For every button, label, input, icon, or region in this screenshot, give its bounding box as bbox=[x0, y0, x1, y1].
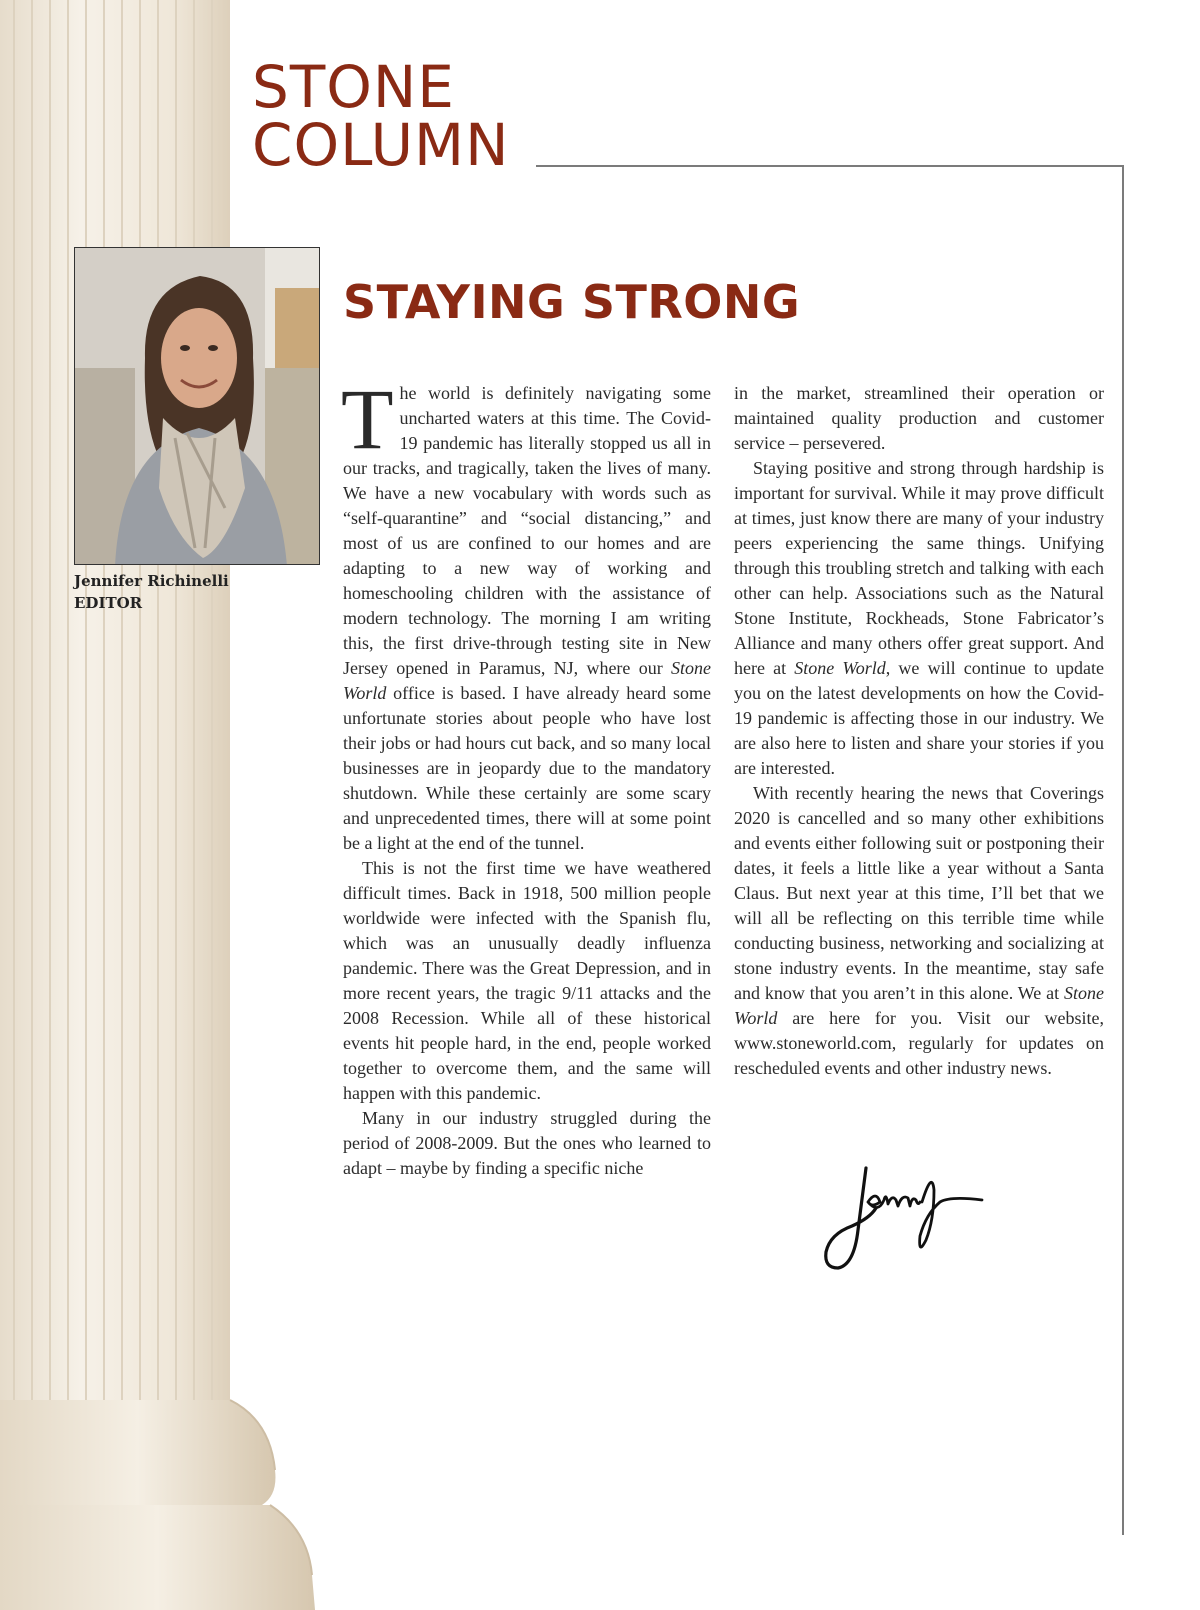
article-paragraph-5 bbox=[734, 781, 1104, 1081]
editor-name: Jennifer Richinelli bbox=[74, 572, 229, 590]
editor-role: EDITOR bbox=[74, 594, 143, 612]
publication-name: Stone World bbox=[734, 983, 1104, 1028]
article-column-right bbox=[734, 381, 1104, 1081]
article-column-left bbox=[341, 371, 711, 1181]
article-headline: STAYING STRONG bbox=[343, 275, 801, 329]
section-title bbox=[252, 53, 510, 179]
paragraph-1-text-a: he world is definitely navigating some uncharted waters at this time. The Covid-19 pandemic has literally stopped us all in our tracks, and tragically, taken the lives of many. We have a new vocabulary with words such as “self-quarantine” and “social distancing,” and most of us are confined to our homes and are adapting to a new way of working and homeschooling children with the assistance of modern technology. The morning I am writing this, the first drive-through testing site in New Jersey opened in Paramus, NJ, where our bbox=[343, 383, 711, 678]
vertical-rule bbox=[1122, 165, 1124, 1535]
article-paragraph-3: Many in our industry struggled during the period of 2008-2009. But the ones who learned to adapt – maybe by finding a specific niche bbox=[343, 1108, 711, 1178]
article-paragraph-1 bbox=[341, 371, 711, 856]
photo-caption bbox=[74, 570, 229, 614]
section-title-line2: COLUMN bbox=[252, 111, 510, 179]
paragraph-5-text-a: With recently hearing the news that Coverings 2020 is cancelled and so many other exhibitions and events either following suit or postponing their dates, it feels a little like a year without a Santa Claus. But next year at this time, I’ll bet that we will all be reflecting on this terrible time while conducting business, networking and socializing at stone industry events. In the meantime, stay safe and know that you aren’t in this alone. We at bbox=[734, 783, 1104, 1003]
paragraph-1-text-b: office is based. I have already heard some unfortunate stories about people who have lost their jobs or had hours cut back, and so many local businesses are in jeopardy due to the mandatory shutdown. While these certainly are some scary and unprecedented times, there will at some point be a light at the end of the tunnel. bbox=[343, 683, 711, 853]
paragraph-4-text-a: Staying positive and strong through hardship is important for survival. While it may prove difficult at times, just know there are many of your industry peers experiencing the same things. Unifying through this troubling stretch and talking with each other can help. Associations such as the Natural Stone Institute, Rockheads, Stone Fabricator’s Alliance and many others offer great support. And here at bbox=[734, 458, 1104, 678]
fluted-column-illustration bbox=[0, 0, 330, 1610]
drop-cap: T bbox=[341, 371, 394, 467]
publication-name: Stone World bbox=[794, 658, 886, 678]
article-paragraph-4 bbox=[734, 456, 1104, 781]
editor-signature bbox=[822, 1160, 984, 1280]
publication-name: Stone World bbox=[343, 658, 711, 703]
editor-photo bbox=[74, 247, 320, 565]
paragraph-4-text-b: , we will continue to update you on the latest developments on how the Covid-19 pandemic is affecting those in our industry. We are also here to listen and share your stories if you are interested. bbox=[734, 658, 1105, 778]
section-title-line1: STONE bbox=[252, 53, 455, 121]
article-paragraph-2: This is not the first time we have weathered difficult times. Back in 1918, 500 million people worldwide were infected with the Spanish flu, which was an unusually deadly influenza pandemic. There was the Great Depression, and in more recent years, the tragic 9/11 attacks and the 2008 Recession. While all of these historical events hit people hard, in the end, people worked together to overcome them, and the same will happen with this pandemic. bbox=[343, 858, 711, 1103]
horizontal-rule bbox=[536, 165, 1124, 167]
article-paragraph-3-continued: in the market, streamlined their operation or maintained quality production and customer service – persevered. bbox=[734, 383, 1104, 453]
paragraph-5-text-b: are here for you. Visit our website, www.stoneworld.com, regularly for updates on rescheduled events and other industry news. bbox=[734, 1008, 1104, 1078]
